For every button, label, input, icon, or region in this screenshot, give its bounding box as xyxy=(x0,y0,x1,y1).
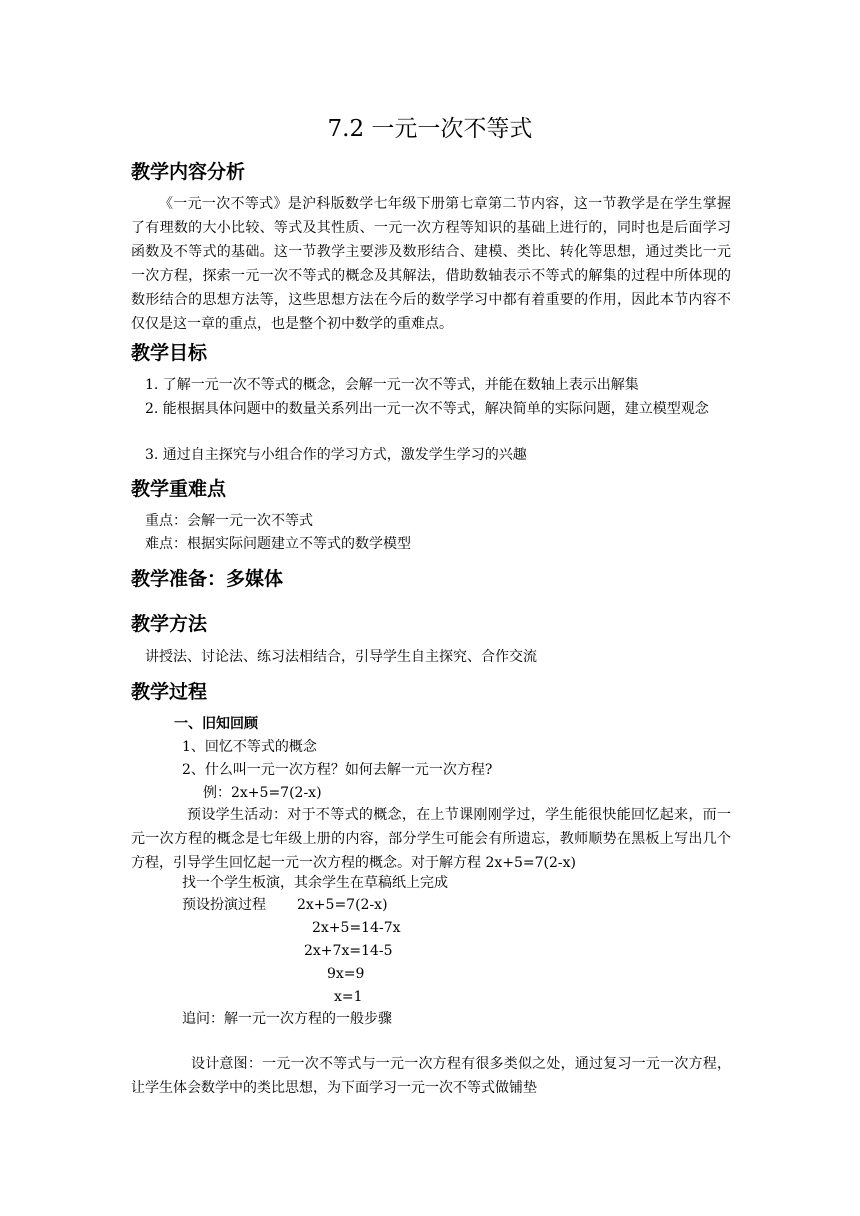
methods-text: 讲授法、讨论法、练习法相结合，引导学生自主探究、合作交流 xyxy=(145,649,537,665)
solution-step-5: x=1 xyxy=(334,989,363,1005)
heading-process: 教学过程 xyxy=(131,681,208,703)
key-point-text: 重点：会解一元一次不等式 xyxy=(145,513,313,529)
page-title: 7.2 一元一次不等式 xyxy=(327,116,533,142)
objective-item-3: 3. 通过自主探究与小组合作的学习方式，激发学生学习的兴趣 xyxy=(145,447,527,463)
heading-preparation: 教学准备：多媒体 xyxy=(131,568,284,590)
process-activity: 预设学生活动：对于不等式的概念，在上节课刚刚学过，学生能很快能回忆起来，而一元一次方程的概念是七年级上册的内容，部分学生可能会有所遗忘，教师顺势在黑板上写出几个方程，引导学生回忆起一元一次方程的概念。对于解方程 2x+5=7(2-x) xyxy=(131,807,731,871)
objective-item-1: 1. 了解一元一次不等式的概念，会解一元一次不等式，并能在数轴上表示出解集 xyxy=(145,377,639,393)
solution-step-2: 2x+5=14-7x xyxy=(312,920,401,936)
process-follow-up: 追问：解一元一次方程的一般步骤 xyxy=(182,1011,392,1027)
solution-step-4: 9x=9 xyxy=(327,966,365,982)
process-board: 找一个学生板演，其余学生在草稿纸上完成 xyxy=(182,875,448,891)
difficulty-text: 难点：根据实际问题建立不等式的数学模型 xyxy=(145,536,411,552)
process-example: 例：2x+5=7(2-x) xyxy=(203,785,322,801)
process-item-2: 2、什么叫一元一次方程？如何去解一元一次方程? xyxy=(182,762,493,778)
heading-key-points: 教学重难点 xyxy=(131,478,227,500)
heading-content-analysis: 教学内容分析 xyxy=(131,161,246,183)
process-steps-label: 预设扮演过程 xyxy=(182,897,266,913)
paragraph-content-analysis: 《一元一次不等式》是沪科版数学七年级下册第七章第二节内容，这一节教学是在学生掌握了有理数的大小比较、等式及其性质、一元一次方程等知识的基础上进行的，同时也是后面学习函数及不等式的基础。这一节教学主要涉及数形结合、建模、类比、转化等思想，通过类比一元一次方程，探索一元一次不等式的概念及其解法，借助数轴表示不等式的解集的过程中所体现的数形结合的思想方法等，这些思想方法在今后的数学学习中都有着重要的作用，因此本节内容不仅仅是这一章的重点，也是整个初中数学的重难点。 xyxy=(131,196,731,332)
solution-step-3: 2x+7x=14-5 xyxy=(304,943,393,959)
heading-objectives: 教学目标 xyxy=(131,342,208,364)
process-item-1: 1、回忆不等式的概念 xyxy=(182,739,317,755)
heading-methods: 教学方法 xyxy=(131,613,208,635)
solution-step-1: 2x+5=7(2-x) xyxy=(297,897,388,913)
process-part1-title: 一、旧知回顾 xyxy=(174,716,258,732)
objective-item-2: 2. 能根据具体问题中的数量关系列出一元一次不等式，解决简单的实际问题，建立模型观念 xyxy=(145,401,709,417)
process-design-intent: 设计意图：一元一次不等式与一元一次方程有很多类似之处，通过复习一元一次方程，让学生体会数学中的类比思想，为下面学习一元一次不等式做铺垫 xyxy=(131,1056,731,1096)
